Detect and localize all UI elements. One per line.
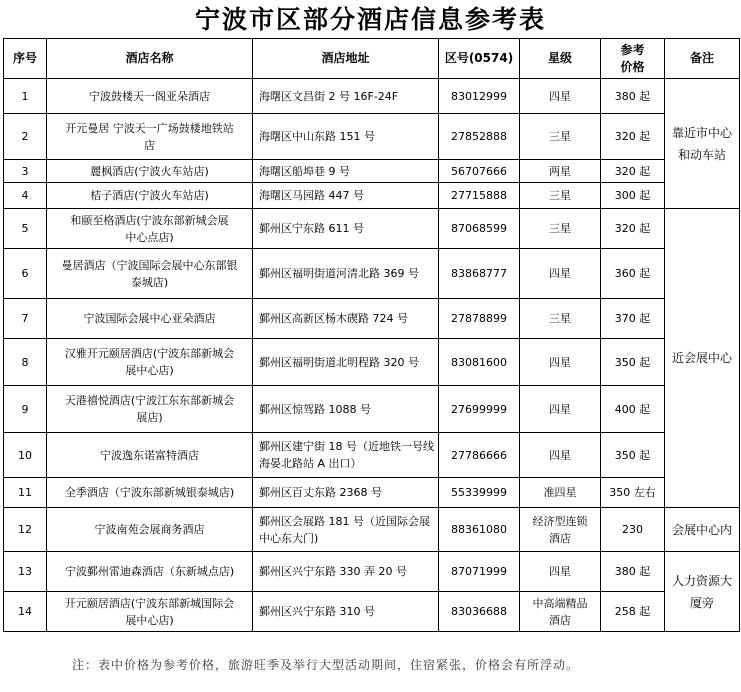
cell-star: 中高端精品酒店	[520, 592, 601, 632]
cell-no: 8	[4, 339, 47, 386]
cell-no: 9	[4, 386, 47, 433]
table-row	[4, 249, 740, 299]
cell-no: 4	[4, 183, 47, 209]
cell-no: 12	[4, 508, 47, 552]
header-address: 酒店地址	[253, 39, 439, 79]
cell-phone: 27878899	[439, 299, 520, 339]
cell-no: 7	[4, 299, 47, 339]
table-row	[4, 386, 740, 433]
table-row	[4, 592, 740, 632]
cell-price: 320 起	[601, 209, 665, 249]
cell-price: 350 起	[601, 433, 665, 478]
table-row	[4, 209, 740, 249]
cell-address: 鄞州区会展路 181 号（近国际会展中心东大门)	[253, 508, 439, 552]
cell-phone: 83012999	[439, 79, 520, 114]
hotel-table	[3, 38, 740, 632]
cell-star: 两星	[520, 160, 601, 183]
header-note: 备注	[665, 39, 740, 79]
cell-price: 400 起	[601, 386, 665, 433]
table-row	[4, 478, 740, 508]
cell-phone: 87071999	[439, 552, 520, 592]
cell-name: 宁波鄞州雷迪森酒店（东新城点店)	[47, 552, 253, 592]
page-title: 宁波市区部分酒店信息参考表	[194, 5, 546, 34]
cell-address: 海曙区马园路 447 号	[253, 183, 439, 209]
cell-price: 380 起	[601, 79, 665, 114]
cell-no: 6	[4, 249, 47, 299]
table-row	[4, 79, 740, 114]
cell-no: 1	[4, 79, 47, 114]
cell-address: 鄞州区惊驾路 1088 号	[253, 386, 439, 433]
header-area-code: 区号(0574)	[439, 39, 520, 79]
cell-phone: 88361080	[439, 508, 520, 552]
cell-no: 14	[4, 592, 47, 632]
cell-name: 天港禧悦酒店(宁波江东东部新城会展店)	[47, 386, 253, 433]
table-row	[4, 114, 740, 160]
cell-phone: 83036688	[439, 592, 520, 632]
cell-price: 350 左右	[601, 478, 665, 508]
note-cell: 靠近市中心和动车站	[665, 79, 740, 209]
cell-no: 5	[4, 209, 47, 249]
cell-name: 麗枫酒店(宁波火车站店)	[47, 160, 253, 183]
cell-star: 三星	[520, 114, 601, 160]
cell-address: 海曙区船埠巷 9 号	[253, 160, 439, 183]
note-cell: 人力资源大厦旁	[665, 552, 740, 632]
cell-star: 四星	[520, 386, 601, 433]
cell-name: 宁波逸东诺富特酒店	[47, 433, 253, 478]
cell-name: 宁波国际会展中心亚朵酒店	[47, 299, 253, 339]
cell-phone: 83868777	[439, 249, 520, 299]
cell-address: 海曙区文昌街 2 号 16F-24F	[253, 79, 439, 114]
cell-address: 鄞州区兴宁东路 330 弄 20 号	[253, 552, 439, 592]
cell-phone: 27852888	[439, 114, 520, 160]
cell-address: 鄞州区福明街道河清北路 369 号	[253, 249, 439, 299]
cell-no: 2	[4, 114, 47, 160]
table-row	[4, 339, 740, 386]
cell-address: 鄞州区兴宁东路 310 号	[253, 592, 439, 632]
cell-phone: 83081600	[439, 339, 520, 386]
cell-name: 宁波鼓楼天一阁亚朵酒店	[47, 79, 253, 114]
cell-price: 230	[601, 508, 665, 552]
cell-name: 曼居酒店（宁波国际会展中心东部银泰城店)	[47, 249, 253, 299]
cell-address: 鄞州区百丈东路 2368 号	[253, 478, 439, 508]
table-row	[4, 552, 740, 592]
cell-price: 370 起	[601, 299, 665, 339]
cell-address: 海曙区中山东路 151 号	[253, 114, 439, 160]
cell-star: 三星	[520, 209, 601, 249]
header-no: 序号	[4, 39, 47, 79]
cell-star: 准四星	[520, 478, 601, 508]
cell-phone: 56707666	[439, 160, 520, 183]
cell-price: 320 起	[601, 114, 665, 160]
table-row	[4, 183, 740, 209]
cell-phone: 27786666	[439, 433, 520, 478]
cell-star: 四星	[520, 249, 601, 299]
cell-no: 11	[4, 478, 47, 508]
cell-phone: 27715888	[439, 183, 520, 209]
cell-address: 鄞州区宁东路 611 号	[253, 209, 439, 249]
cell-phone: 55339999	[439, 478, 520, 508]
cell-name: 开元曼居 宁波天一广场鼓楼地铁站店	[47, 114, 253, 160]
header-star: 星级	[520, 39, 601, 79]
cell-address: 鄞州区建宁街 18 号（近地铁一号线海晏北路站 A 出口）	[253, 433, 439, 478]
note-cell: 会展中心内	[665, 508, 740, 552]
cell-name: 宁波南苑会展商务酒店	[47, 508, 253, 552]
cell-star: 四星	[520, 552, 601, 592]
cell-no: 3	[4, 160, 47, 183]
note-cell: 近会展中心	[665, 209, 740, 508]
cell-name: 汉雅开元颐居酒店(宁波东部新城会展中心店)	[47, 339, 253, 386]
cell-address: 鄞州区高新区杨木碶路 724 号	[253, 299, 439, 339]
footnote: 注：表中价格为参考价格，旅游旺季及举行大型活动期间，住宿紧张，价格会有所浮动。	[72, 658, 580, 672]
cell-name: 和颐至格酒店(宁波东部新城会展中心点店)	[47, 209, 253, 249]
cell-address: 鄞州区福明街道北明程路 320 号	[253, 339, 439, 386]
cell-star: 四星	[520, 79, 601, 114]
cell-star: 四星	[520, 339, 601, 386]
cell-name: 全季酒店（宁波东部新城银泰城店)	[47, 478, 253, 508]
cell-phone: 87068599	[439, 209, 520, 249]
table-header-row	[4, 39, 740, 79]
cell-price: 350 起	[601, 339, 665, 386]
cell-no: 13	[4, 552, 47, 592]
cell-price: 380 起	[601, 552, 665, 592]
cell-price: 320 起	[601, 160, 665, 183]
table-row	[4, 508, 740, 552]
cell-star: 经济型连锁酒店	[520, 508, 601, 552]
cell-phone: 27699999	[439, 386, 520, 433]
cell-no: 10	[4, 433, 47, 478]
cell-name: 开元颐居酒店(宁波东部新城国际会展中心店)	[47, 592, 253, 632]
cell-name: 桔子酒店(宁波火车站店)	[47, 183, 253, 209]
table-row	[4, 299, 740, 339]
cell-price: 360 起	[601, 249, 665, 299]
cell-price: 300 起	[601, 183, 665, 209]
cell-star: 四星	[520, 433, 601, 478]
header-price: 参考价格	[601, 39, 665, 79]
header-name: 酒店名称	[47, 39, 253, 79]
table-row	[4, 433, 740, 478]
table-row	[4, 160, 740, 183]
cell-star: 三星	[520, 299, 601, 339]
cell-price: 258 起	[601, 592, 665, 632]
cell-star: 三星	[520, 183, 601, 209]
